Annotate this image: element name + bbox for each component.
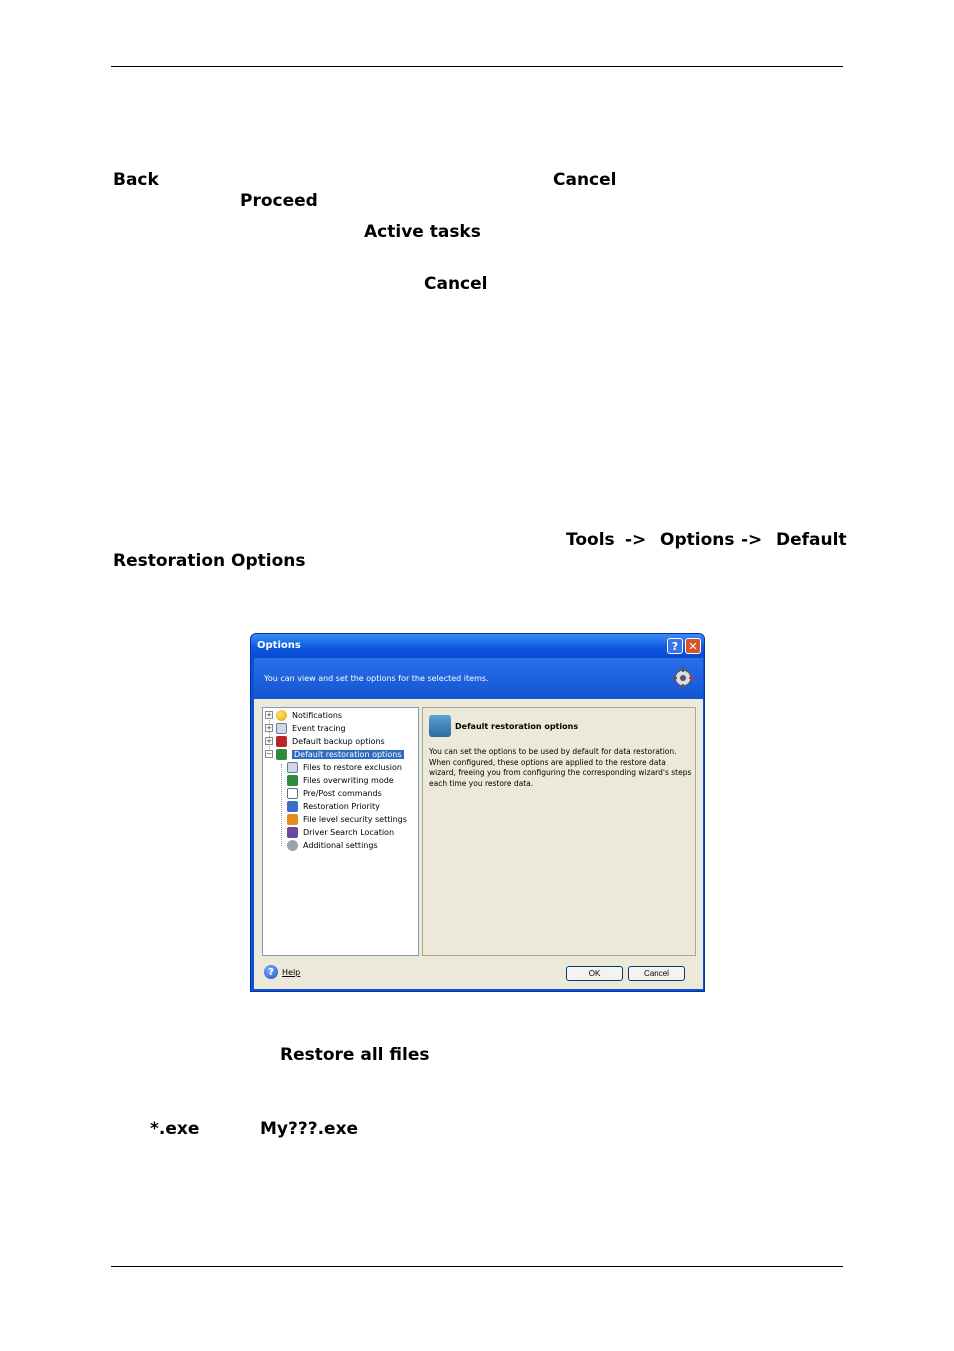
security-icon — [287, 814, 298, 825]
driver-search-icon — [287, 827, 298, 838]
dialog-client — [254, 699, 703, 989]
tree-item-default-backup-options[interactable]: + Default backup options — [266, 736, 385, 746]
collapse-icon[interactable]: − — [266, 750, 272, 758]
tree-item-default-restoration-options[interactable]: − Default restoration options — [266, 749, 402, 759]
tree-item-notifications[interactable]: + Notifications — [266, 710, 343, 720]
restoration-options-icon — [276, 749, 287, 760]
priority-icon — [287, 801, 298, 812]
keyword-back: Back — [113, 170, 159, 190]
help-icon[interactable]: ? — [667, 638, 683, 654]
keyword-cancel-2: Cancel — [424, 274, 488, 294]
expand-icon[interactable]: + — [266, 737, 272, 745]
options-tree — [262, 707, 419, 956]
keyword-options: Options — [660, 530, 735, 550]
keyword-active-tasks: Active tasks — [364, 222, 481, 242]
tree-item-restoration-priority[interactable]: Restoration Priority — [287, 800, 380, 812]
expand-icon[interactable]: + — [266, 724, 272, 732]
tree-item-driver-search-location[interactable]: Driver Search Location — [287, 826, 394, 838]
tree-item-pre-post-commands[interactable]: Pre/Post commands — [287, 787, 382, 799]
event-tracing-icon — [276, 723, 287, 734]
keyword-my-exe: My???.exe — [260, 1119, 359, 1139]
notification-icon — [276, 710, 287, 721]
keyword-tools: Tools — [566, 530, 615, 550]
banner-text: You can view and set the options for the selected items. — [264, 674, 489, 683]
keyword-proceed: Proceed — [240, 191, 318, 211]
exclusion-icon — [287, 762, 298, 773]
panel-title: Default restoration options — [455, 722, 579, 731]
keyword-cancel: Cancel — [553, 170, 617, 190]
keyword-default: Default — [776, 530, 847, 550]
details-panel — [422, 707, 696, 956]
keyword-exe-mask: *.exe — [150, 1119, 200, 1139]
cancel-button[interactable]: Cancel — [628, 966, 685, 981]
tree-item-file-level-security-settings[interactable]: File level security settings — [287, 813, 407, 825]
help-icon[interactable]: ? — [264, 965, 278, 979]
tree-item-event-tracing[interactable]: + Event tracing — [266, 723, 346, 733]
restoration-options-icon — [429, 715, 451, 737]
ok-button[interactable]: OK — [566, 966, 623, 981]
dialog-banner — [254, 658, 703, 699]
settings-icon — [287, 840, 298, 851]
keyword-arrow-1: -> — [625, 530, 647, 550]
dialog-titlebar[interactable] — [251, 634, 704, 658]
overwriting-icon — [287, 775, 298, 786]
tree-item-files-overwriting-mode[interactable]: Files overwriting mode — [287, 774, 394, 786]
keyword-restoration-options: Restoration Options — [113, 551, 306, 571]
backup-options-icon — [276, 736, 287, 747]
help-link[interactable]: Help — [282, 968, 301, 977]
keyword-restore-all-files: Restore all files — [280, 1045, 430, 1065]
panel-description: You can set the options to be used by default for data restoration. When configured, these options are applied to the restore data wizard, freeing you from configuring the corresponding wizard's steps each time you restore data. — [429, 747, 692, 788]
tree-item-files-to-restore-exclusion[interactable]: Files to restore exclusion — [287, 761, 402, 773]
keyword-arrow-2: -> — [741, 530, 763, 550]
header-rule — [111, 66, 843, 67]
close-icon[interactable]: ✕ — [685, 638, 701, 654]
options-dialog — [250, 633, 705, 992]
gear-icon — [671, 666, 695, 690]
tree-item-additional-settings[interactable]: Additional settings — [287, 839, 378, 851]
footer-rule — [111, 1266, 843, 1267]
commands-icon — [287, 788, 298, 799]
expand-icon[interactable]: + — [266, 711, 272, 719]
dialog-title: Options — [257, 640, 301, 651]
